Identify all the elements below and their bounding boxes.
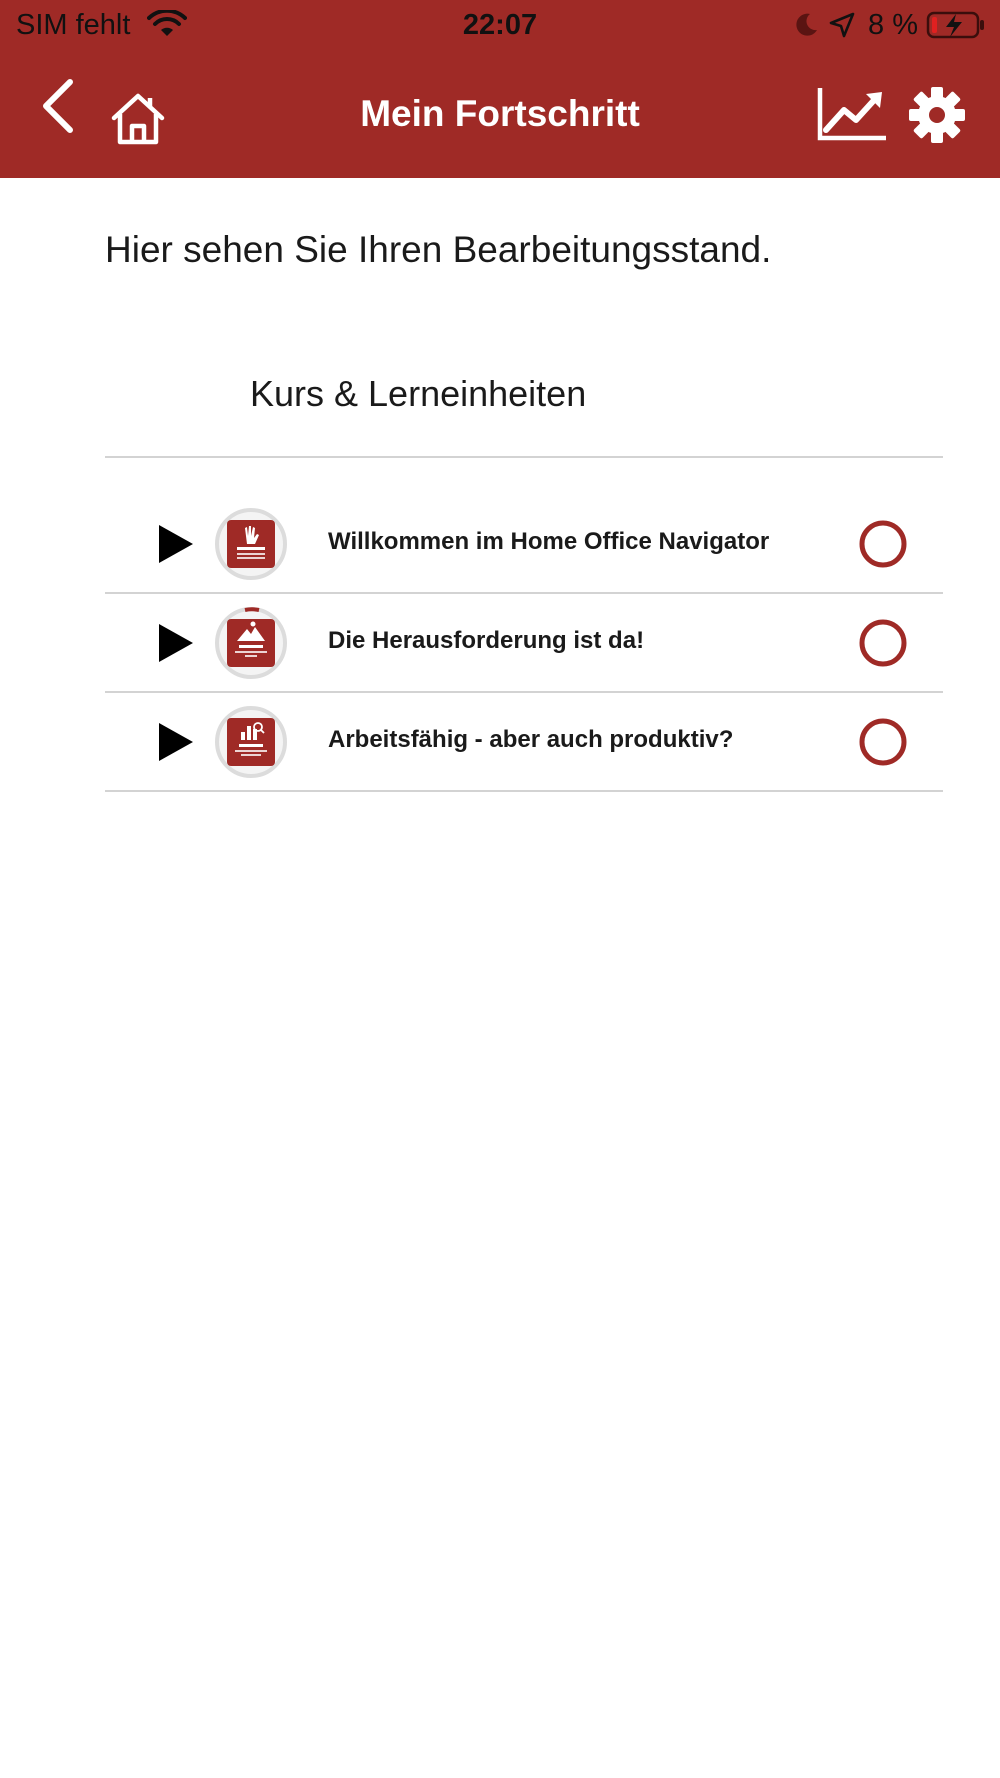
lesson-title: Die Herausforderung ist da!: [328, 627, 645, 654]
lesson-row[interactable]: [105, 592, 943, 691]
play-icon[interactable]: [157, 721, 195, 763]
location-arrow-icon: [828, 11, 856, 39]
play-icon[interactable]: [157, 523, 195, 565]
incomplete-circle-icon: [858, 519, 908, 569]
incomplete-circle-icon: [858, 717, 908, 767]
lesson-title: Arbeitsfähig - aber auch produktiv?: [328, 726, 734, 753]
status-right: [792, 8, 986, 42]
lesson-row[interactable]: [105, 691, 943, 790]
app-header: [0, 0, 1000, 178]
incomplete-circle-icon: [858, 618, 908, 668]
page-title: Mein Fortschritt: [360, 93, 640, 134]
intro-text: Hier sehen Sie Ihren Bearbeitungsstand.: [105, 229, 772, 270]
status-bar: [0, 0, 1000, 50]
divider: [105, 456, 943, 458]
play-icon[interactable]: [157, 622, 195, 664]
battery-percent: 8 %: [868, 9, 918, 41]
lesson-title: Willkommen im Home Office Navigator: [328, 528, 770, 555]
section-title: Kurs & Lerneinheiten: [250, 373, 587, 414]
lesson-thumbnail: [215, 607, 287, 679]
moon-icon: [792, 11, 820, 39]
clock: 22:07: [462, 9, 538, 41]
chart-trend-icon[interactable]: [816, 86, 888, 142]
lesson-thumbnail: [215, 706, 287, 778]
gear-icon[interactable]: [908, 86, 966, 144]
divider: [105, 790, 943, 792]
battery-charging-icon: [926, 10, 986, 40]
lesson-thumbnail: [215, 508, 287, 580]
carrier-label: SIM fehlt: [16, 9, 131, 41]
lesson-row[interactable]: [105, 493, 943, 592]
